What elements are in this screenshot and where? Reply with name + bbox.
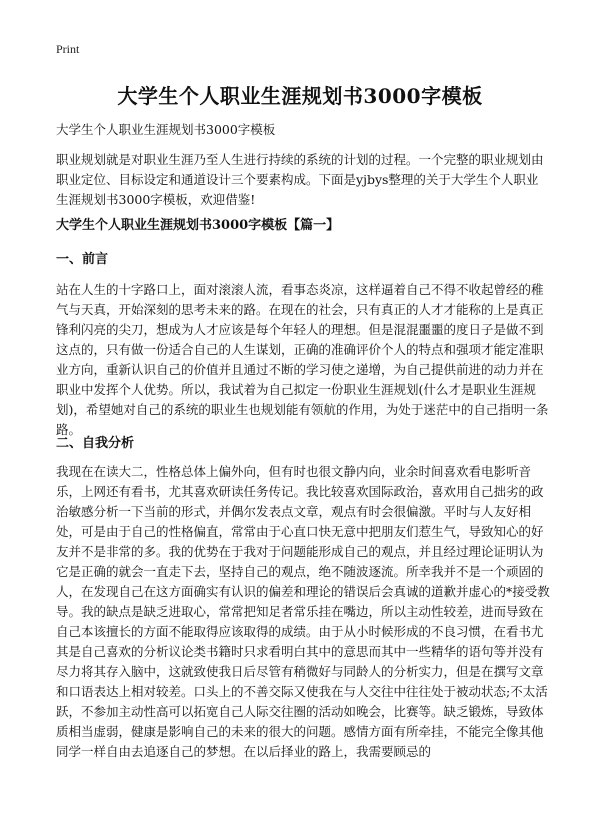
section-heading-self-analysis: 二、自我分析 (56, 436, 135, 451)
intro-paragraph: 职业规划就是对职业生涯乃至人生进行持续的系统的计划的过程。一个完整的职业规划由职业定位、目标设定和通道设计三个要素构成。下面是yjbys整理的关于大学生个人职业生涯规划书3000字模板，欢迎借鉴! (56, 152, 544, 207)
section-heading-preface: 一、前言 (56, 252, 109, 267)
document-title: 大学生个人职业生涯规划书3000字模板 (117, 84, 483, 108)
document-subtitle: 大学生个人职业生涯规划书3000字模板 (56, 122, 276, 137)
print-label[interactable]: Print (56, 42, 80, 56)
section-paragraph-self-analysis: 我现在在读大二，性格总体上偏外向，但有时也很文静内向，业余时间喜欢看电影听音乐，上网还有看书，尤其喜欢研读任务传记。我比较喜欢国际政治，喜欢用自己拙劣的政治敏感分析一下当前的形式，并偶尔发表点文章，观点有时会很偏激。平时与人友好相处，可是由于自己的性格偏直，常常由于心直口快无意中把朋友们惹生气，导致知心的好友并不是非常的多。我的优势在于我对于问题能形成自己的观点，并且经过理论证明认为它是正确的就会一直走下去，坚持自己的观点，绝不随波逐流。所幸我并不是一个顽固的人，在发现自己在这方面确实有认识的偏差和理论的错误后会真诚的道歉并虚心的*接受教导。我的缺点是缺乏进取心，常常把知足者常乐挂在嘴边，所以主动性较差，进而导致在自己本该擅长的方面不能取得应该取得的成绩。由于从小时候形成的不良习惯，在看书尤其是自己喜欢的分析议论类书籍时只求看明白其中的意思而其中一些精华的语句等并没有尽力将其存入脑中，这就致使我日后尽管有稍微好与同龄人的分析实力，但是在撰写文章和口语表达上相对较差。口头上的不善交际又使我在与人交往中往往处于被动状态;不太活跃，不参加主动性高可以拓宽自己人际交往圈的活动如晚会，比赛等。缺乏锻炼，导致体质相当虚弱，健康是影响自己的未来的很大的问题。感情方面有所牵挂，不能完全像其他同学一样自由去追逐自己的梦想。在以后择业的路上，我需要顾忌的 (56, 464, 550, 759)
part-heading: 大学生个人职业生涯规划书3000字模板【篇一】 (56, 218, 340, 233)
section-paragraph-preface: 站在人生的十字路口上，面对滚滚人流，看事态炎凉，这样逼着自己不得不收起曾经的稚气与天真，开始深刻的思考未来的路。在现在的社会，只有真正的人才才能称的上是真正锋利闪亮的尖刀，想成为人才应该是每个年轻人的理想。但是混混噩噩的度日子是做不到这点的，只有做一份适合自己的人生谋划，正确的准确评价个人的特点和强项才能定准职业方向，重新认识自己的价值并且通过不断的学习使之递增，为自己提供前进的动力并在职业中发挥个人优势。所以，我试着为自己拟定一份职业生涯规划(什么才是职业生涯规划)，希望她对自己的系统的职业生也规划能有领航的作用，为处于迷茫中的自己指明一条路。 (56, 282, 549, 437)
